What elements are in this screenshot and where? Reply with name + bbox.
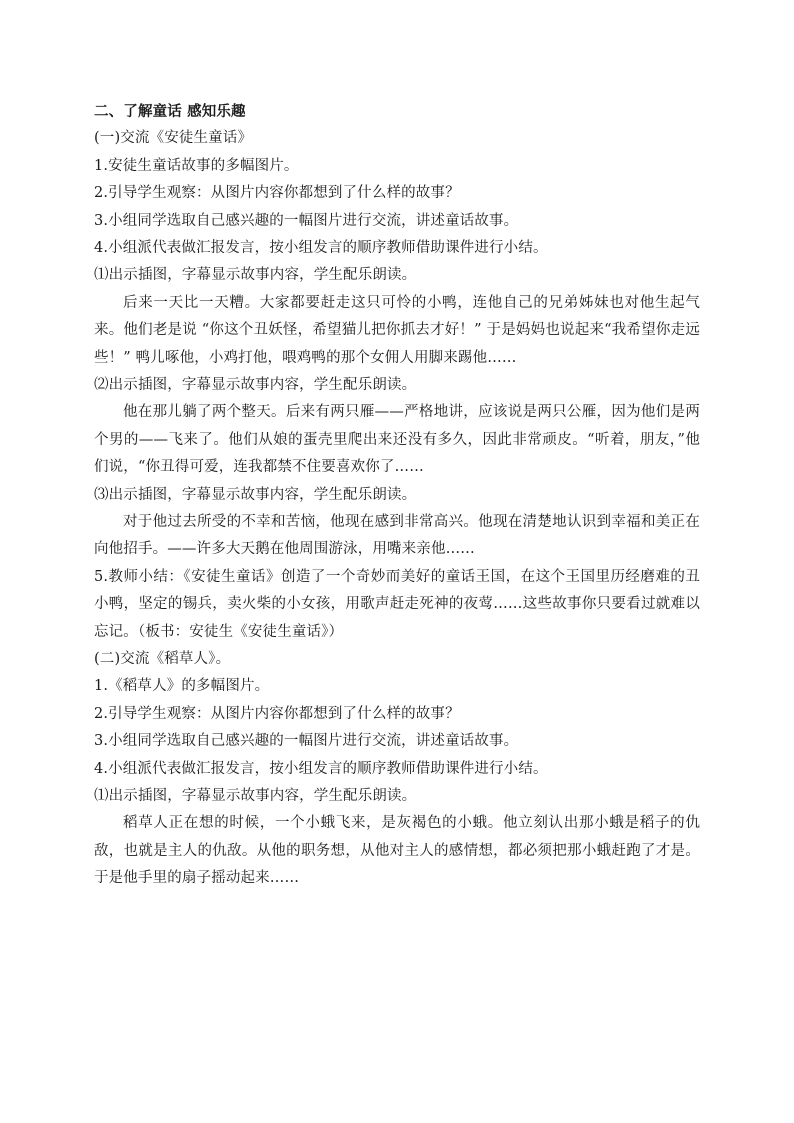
part1-sub2-label: ⑵出示插图，字幕显示故事内容，学生配乐朗读。	[94, 376, 417, 393]
part1-summary: 5.教师小结：《安徒生童话》创造了一个奇妙而美好的童话王国，在这个王国里历经磨难的丑小鸭，坚定的锡兵，卖火柴的小女孩，用歌声赶走死神的夜莺……这些故事你只要看过就难以忘记。（板书：安徒生《安徒生童话》）	[94, 568, 700, 640]
part2-step-4: 4.小组派代表做汇报发言，按小组发言的顺序教师借助课件进行小结。	[94, 760, 548, 777]
part1-step-3: 3.小组同学选取自己感兴趣的一幅图片进行交流，讲述童话故事。	[94, 212, 519, 229]
part1-sub3-text: 对于他过去所受的不幸和苦恼，他现在感到非常高兴。他现在清楚地认识到幸福和美正在向他招手。——许多大天鹅在他周围游泳，用嘴来亲他……	[94, 513, 700, 558]
part1-step-4: 4.小组派代表做汇报发言，按小组发言的顺序教师借助课件进行小结。	[94, 239, 548, 256]
part2-step-1: 1.《稻草人》的多幅图片。	[94, 678, 270, 695]
part1-sub3-label: ⑶出示插图，字幕显示故事内容，学生配乐朗读。	[94, 486, 417, 503]
part1-step-2: 2.引导学生观察：从图片内容你都想到了什么样的故事？	[94, 185, 460, 202]
section-heading: 二、了解童话 感知乐趣	[94, 103, 246, 120]
part2-step-3: 3.小组同学选取自己感兴趣的一幅图片进行交流，讲述童话故事。	[94, 733, 519, 750]
part1-sub1-text: 后来一天比一天糟。大家都要赶走这只可怜的小鸭，连他自己的兄弟姊妹也对他生起气来。他们老是说 “你这个丑妖怪，希望猫儿把你抓去才好！” 于是妈妈也说起来“我希望你走远些！” 鸭儿啄他，小鸡打他，喂鸡鸭的那个女佣人用脚来踢他……	[94, 294, 700, 366]
part2-sub1-label: ⑴出示插图，字幕显示故事内容，学生配乐朗读。	[94, 787, 417, 804]
document-body	[94, 98, 700, 893]
part1-step-1: 1.安徒生童话故事的多幅图片。	[94, 157, 299, 174]
part2-title: (二)交流《稻草人》。	[94, 650, 231, 667]
part2-step-2: 2.引导学生观察：从图片内容你都想到了什么样的故事？	[94, 705, 460, 722]
part1-sub1-label: ⑴出示插图，字幕显示故事内容，学生配乐朗读。	[94, 267, 417, 284]
part1-title: (一)交流《安徒生童话》	[94, 130, 253, 147]
part1-sub2-text: 他在那儿躺了两个整天。后来有两只雁——严格地讲，应该说是两只公雁，因为他们是两个男的——飞来了。他们从娘的蛋壳里爬出来还没有多久，因此非常顽皮。“听着，朋友，”他们说，“你丑得可爱，连我都禁不住要喜欢你了……	[94, 404, 700, 476]
part2-sub1-text: 稻草人正在想的时候，一个小蛾飞来，是灰褐色的小蛾。他立刻认出那小蛾是稻子的仇敌，也就是主人的仇敌。从他的职务想，从他对主人的感情想，都必须把那小蛾赶跑了才是。于是他手里的扇子摇动起来……	[94, 815, 700, 887]
